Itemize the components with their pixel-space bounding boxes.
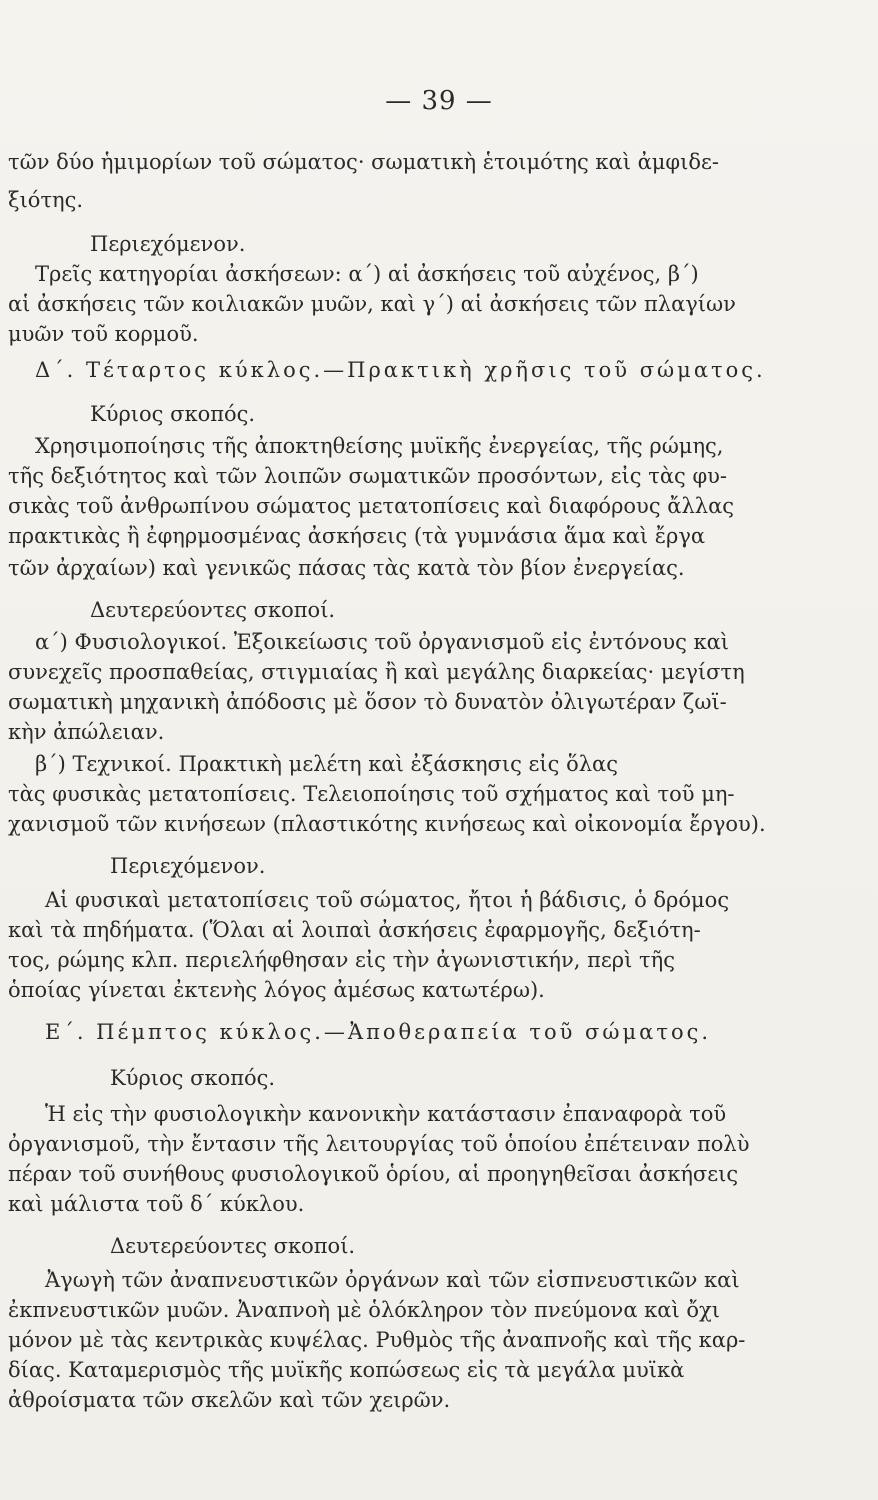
text-line: ὁποίας γίνεται ἐκτενὴς λόγος ἀμέσως κατωτέρω). bbox=[8, 978, 545, 1002]
text-line: Χρησιμοποίησις τῆς ἀποκτηθείσης μυϊκῆς ἐνεργείας, τῆς ρώμης, bbox=[35, 434, 724, 458]
text-line: ἐκπνευστικῶν μυῶν. Ἀναπνοὴ μὲ ὁλόκληρον τὸν πνεύμονα καὶ ὄχι bbox=[8, 1298, 721, 1322]
text-line: δίας. Καταμερισμὸς τῆς μυϊκῆς κοπώσεως εἰς τὰ μεγάλα μυϊκὰ bbox=[8, 1358, 685, 1382]
text-line: πέραν τοῦ συνήθους φυσιολογικοῦ ὁρίου, αἱ προηγηθεῖσαι ἀσκήσεις bbox=[8, 1162, 739, 1186]
text-line: Τρεῖς κατηγορίαι ἀσκήσεων: α΄) αἱ ἀσκήσεις τοῦ αὐχένος, β΄) bbox=[35, 262, 699, 286]
text-line: καὶ μάλιστα τοῦ δ΄ κύκλου. bbox=[8, 1192, 305, 1216]
text-line: τῶν δύο ἡμιμορίων τοῦ σώματος· σωματικὴ ἑτοιμότης καὶ ἀμφιδε- bbox=[8, 150, 719, 174]
text-line: μυῶν τοῦ κορμοῦ. bbox=[8, 322, 199, 346]
text-line: β΄) Τεχνικοί. Πρακτικὴ μελέτη καὶ ἐξάσκησις εἰς ὅλας bbox=[35, 752, 618, 776]
text-line: α΄) Φυσιολογικοί. Ἐξοικείωσις τοῦ ὀργανισμοῦ εἰς ἐντόνους καὶ bbox=[35, 630, 730, 654]
text-line: τὰς φυσικὰς μετατοπίσεις. Τελειοποίησις τοῦ σχήματος καὶ τοῦ μη- bbox=[8, 782, 735, 806]
text-line: ἀθροίσματα τῶν σκελῶν καὶ τῶν χειρῶν. bbox=[8, 1388, 451, 1412]
text-line: τῶν ἀρχαίων) καὶ γενικῶς πάσας τὰς κατὰ τὸν βίον ἐνεργείας. bbox=[8, 556, 685, 580]
text-line: ὀργανισμοῦ, τὴν ἔντασιν τῆς λειτουργίας τοῦ ὁποίου ἐπέτειναν πολὺ bbox=[8, 1132, 750, 1156]
section-heading: Περιεχόμενον. bbox=[110, 854, 266, 878]
text-line: μόνον μὲ τὰς κεντρικὰς κυψέλας. Ρυθμὸς τῆς ἀναπνοῆς καὶ τῆς καρ- bbox=[8, 1328, 746, 1352]
text-line: συνεχεῖς προσπαθείας, στιγμιαίας ἢ καὶ μεγάλης διαρκείας· μεγίστη bbox=[8, 660, 745, 684]
text-line: κὴν ἀπώλειαν. bbox=[8, 720, 165, 744]
section-heading: Δευτερεύοντες σκοποί. bbox=[90, 598, 336, 622]
text-line: Αἱ φυσικαὶ μετατοπίσεις τοῦ σώματος, ἤτοι ἡ βάδισις, ὁ δρόμος bbox=[45, 888, 730, 912]
section-heading: Περιεχόμενον. bbox=[90, 232, 246, 256]
section-heading: Κύριος σκοπός. bbox=[110, 1066, 276, 1090]
text-line: Ἀγωγὴ τῶν ἀναπνευστικῶν ὀργάνων καὶ τῶν εἰσπνευστικῶν καὶ bbox=[45, 1268, 740, 1292]
text-line: καὶ τὰ πηδήματα. (Ὅλαι αἱ λοιπαὶ ἀσκήσεις ἐφαρμογῆς, δεξιότη- bbox=[8, 918, 701, 942]
text-line: ξιότης. bbox=[8, 188, 84, 212]
page-number: — 39 — bbox=[385, 86, 493, 116]
text-line: σικὰς τοῦ ἀνθρωπίνου σώματος μετατοπίσεις καὶ διαφόρους ἄλλας bbox=[8, 494, 735, 518]
text-line: Ἡ εἰς τὴν φυσιολογικὴν κανονικὴν κατάστασιν ἐπαναφορὰ τοῦ bbox=[45, 1102, 727, 1126]
section-heading: Δευτερεύοντες σκοποί. bbox=[110, 1234, 356, 1258]
text-line: χανισμοῦ τῶν κινήσεων (πλαστικότης κινήσεως καὶ οἰκονομία ἔργου). bbox=[8, 812, 766, 836]
text-line: αἱ ἀσκήσεις τῶν κοιλιακῶν μυῶν, καὶ γ΄) αἱ ἀσκήσεις τῶν πλαγίων bbox=[8, 292, 736, 316]
cycle-heading: Ε΄. Πέμπτος κύκλος.—Ἀποθεραπεία τοῦ σώματος. bbox=[45, 1020, 712, 1044]
text-line: πρακτικὰς ἢ ἐφηρμοσμένας ἀσκήσεις (τὰ γυμνάσια ἅμα καὶ ἔργα bbox=[8, 524, 706, 548]
cycle-heading: Δ΄. Τέταρτος κύκλος.—Πρακτικὴ χρῆσις τοῦ σώματος. bbox=[35, 358, 766, 382]
text-line: τος, ρώμης κλπ. περιελήφθησαν εἰς τὴν ἀγωνιστικήν, περὶ τῆς bbox=[8, 948, 675, 972]
section-heading: Κύριος σκοπός. bbox=[90, 402, 256, 426]
text-line: τῆς δεξιότητος καὶ τῶν λοιπῶν σωματικῶν προσόντων, εἰς τὰς φυ- bbox=[8, 464, 728, 488]
text-line: σωματικὴ μηχανικὴ ἀπόδοσις μὲ ὅσον τὸ δυνατὸν ὀλιγωτέραν ζωϊ- bbox=[8, 690, 727, 714]
